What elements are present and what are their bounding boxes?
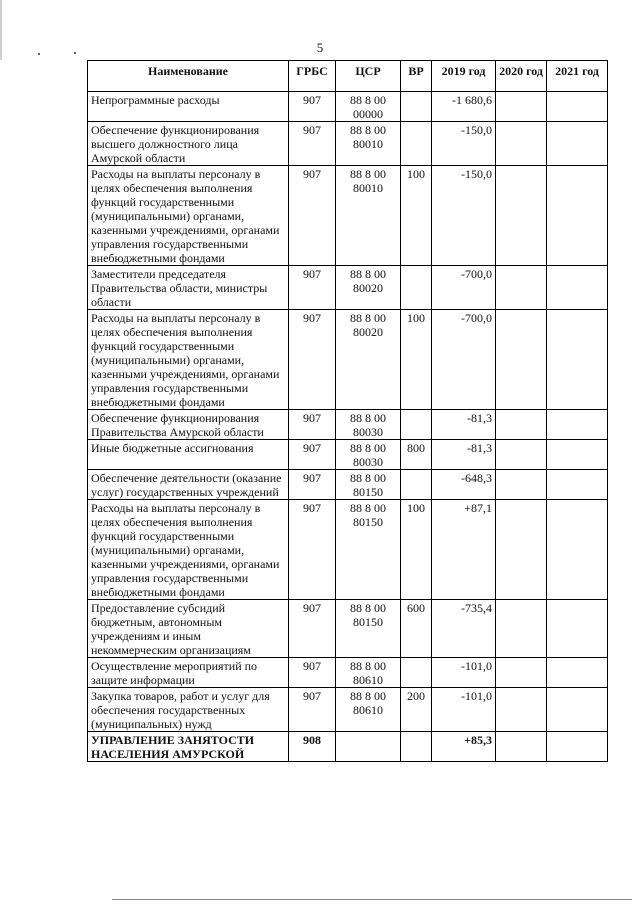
cell-2019: -101,0 [432, 658, 496, 688]
cell-csr: 88 8 00 80150 [336, 500, 401, 600]
cell-name: Расходы на выплаты персоналу в целях обеспечения выполнения функций государственными (муниципальными) органами, казенными учреждениями, органами управления государственными внебюджетными фондами [88, 310, 289, 410]
cell-vr [401, 410, 432, 440]
header-2021: 2021 год [547, 61, 608, 92]
cell-name: Расходы на выплаты персоналу в целях обеспечения выполнения функций государственными (муниципальными) органами, казенными учреждениями, органами управления государственными внебюджетными фондами [88, 166, 289, 266]
cell-2019: -648,3 [432, 470, 496, 500]
cell-vr [401, 470, 432, 500]
cell-csr: 88 8 00 80030 [336, 410, 401, 440]
cell-vr: 100 [401, 166, 432, 266]
table-body [88, 92, 608, 762]
cell-2021 [547, 470, 608, 500]
cell-2019: -735,4 [432, 600, 496, 658]
cell-csr: 88 8 00 80010 [336, 122, 401, 166]
header-grbs: ГРБС [289, 61, 336, 92]
page-bottom-line [112, 899, 632, 900]
cell-vr: 200 [401, 688, 432, 732]
cell-grbs: 908 [289, 732, 336, 762]
cell-grbs: 907 [289, 500, 336, 600]
cell-2021 [547, 600, 608, 658]
cell-vr [401, 92, 432, 122]
header-csr: ЦСР [336, 61, 401, 92]
cell-2021 [547, 266, 608, 310]
cell-2019: +87,1 [432, 500, 496, 600]
cell-2019: -150,0 [432, 166, 496, 266]
table-header-row [88, 61, 608, 92]
cell-grbs: 907 [289, 658, 336, 688]
cell-2021 [547, 688, 608, 732]
header-2019: 2019 год [432, 61, 496, 92]
cell-name: Расходы на выплаты персоналу в целях обеспечения выполнения функций государственными (муниципальными) органами, казенными учреждениями, органами управления государственными внебюджетными фондами [88, 500, 289, 600]
cell-vr: 600 [401, 600, 432, 658]
table-row [88, 122, 608, 166]
cell-2020 [496, 92, 547, 122]
cell-2021 [547, 166, 608, 266]
cell-name: Заместители председателя Правительства области, министры области [88, 266, 289, 310]
cell-2021 [547, 440, 608, 470]
cell-csr: 88 8 00 80020 [336, 310, 401, 410]
table-row [88, 410, 608, 440]
cell-grbs: 907 [289, 310, 336, 410]
cell-2020 [496, 470, 547, 500]
cell-2019: -81,3 [432, 440, 496, 470]
table-row [88, 166, 608, 266]
cell-2020 [496, 658, 547, 688]
cell-2020 [496, 600, 547, 658]
cell-2021 [547, 122, 608, 166]
page-number: 5 [316, 40, 324, 55]
cell-csr: 88 8 00 80020 [336, 266, 401, 310]
cell-name: Обеспечение функционирования высшего должностного лица Амурской области [88, 122, 289, 166]
cell-name: Иные бюджетные ассигнования [88, 440, 289, 470]
cell-name: Закупка товаров, работ и услуг для обеспечения государственных (муниципальных) нужд [88, 688, 289, 732]
cell-2019: -150,0 [432, 122, 496, 166]
cell-2019: -1 680,6 [432, 92, 496, 122]
cell-vr [401, 732, 432, 762]
cell-vr [401, 266, 432, 310]
cell-2020 [496, 732, 547, 762]
table-row [88, 500, 608, 600]
cell-grbs: 907 [289, 470, 336, 500]
cell-2020 [496, 500, 547, 600]
cell-csr [336, 732, 401, 762]
cell-2019: -81,3 [432, 410, 496, 440]
header-name: Наименование [88, 61, 289, 92]
table-row [88, 732, 608, 762]
cell-grbs: 907 [289, 688, 336, 732]
cell-grbs: 907 [289, 122, 336, 166]
cell-2021 [547, 732, 608, 762]
cell-csr: 88 8 00 80150 [336, 600, 401, 658]
cell-grbs: 907 [289, 600, 336, 658]
cell-2020 [496, 166, 547, 266]
cell-2020 [496, 440, 547, 470]
table-row [88, 470, 608, 500]
cell-grbs: 907 [289, 266, 336, 310]
cell-2020 [496, 122, 547, 166]
table-row [88, 600, 608, 658]
cell-name: Осуществление мероприятий по защите информации [88, 658, 289, 688]
cell-csr: 88 8 00 80030 [336, 440, 401, 470]
cell-2019: +85,3 [432, 732, 496, 762]
cell-name: Предоставление субсидий бюджетным, автономным учреждениям и иным некоммерческим организациям [88, 600, 289, 658]
cell-name: Обеспечение деятельности (оказание услуг) государственных учреждений [88, 470, 289, 500]
cell-csr: 88 8 00 00000 [336, 92, 401, 122]
table-row [88, 92, 608, 122]
cell-2021 [547, 500, 608, 600]
cell-csr: 88 8 00 80010 [336, 166, 401, 266]
table-row [88, 688, 608, 732]
cell-name: Непрограммные расходы [88, 92, 289, 122]
cell-2020 [496, 310, 547, 410]
cell-2020 [496, 688, 547, 732]
cell-grbs: 907 [289, 166, 336, 266]
cell-vr: 100 [401, 500, 432, 600]
cell-2020 [496, 410, 547, 440]
budget-table [87, 60, 608, 762]
table-row [88, 266, 608, 310]
cell-grbs: 907 [289, 410, 336, 440]
cell-2021 [547, 410, 608, 440]
cell-csr: 88 8 00 80610 [336, 658, 401, 688]
cell-name: Обеспечение функционирования Правительства Амурской области [88, 410, 289, 440]
cell-csr: 88 8 00 80610 [336, 688, 401, 732]
cell-name: УПРАВЛЕНИЕ ЗАНЯТОСТИ НАСЕЛЕНИЯ АМУРСКОЙ [88, 732, 289, 762]
cell-2021 [547, 658, 608, 688]
table-row [88, 310, 608, 410]
cell-2019: -700,0 [432, 266, 496, 310]
cell-csr: 88 8 00 80150 [336, 470, 401, 500]
cell-2021 [547, 92, 608, 122]
header-2020: 2020 год [496, 61, 547, 92]
cell-vr [401, 122, 432, 166]
cell-vr [401, 658, 432, 688]
cell-2019: -700,0 [432, 310, 496, 410]
cell-grbs: 907 [289, 92, 336, 122]
cell-vr: 100 [401, 310, 432, 410]
table-row [88, 658, 608, 688]
cell-vr: 800 [401, 440, 432, 470]
cell-2019: -101,0 [432, 688, 496, 732]
header-vr: ВР [401, 61, 432, 92]
cell-grbs: 907 [289, 440, 336, 470]
table-row [88, 440, 608, 470]
cell-2021 [547, 310, 608, 410]
cell-2020 [496, 266, 547, 310]
